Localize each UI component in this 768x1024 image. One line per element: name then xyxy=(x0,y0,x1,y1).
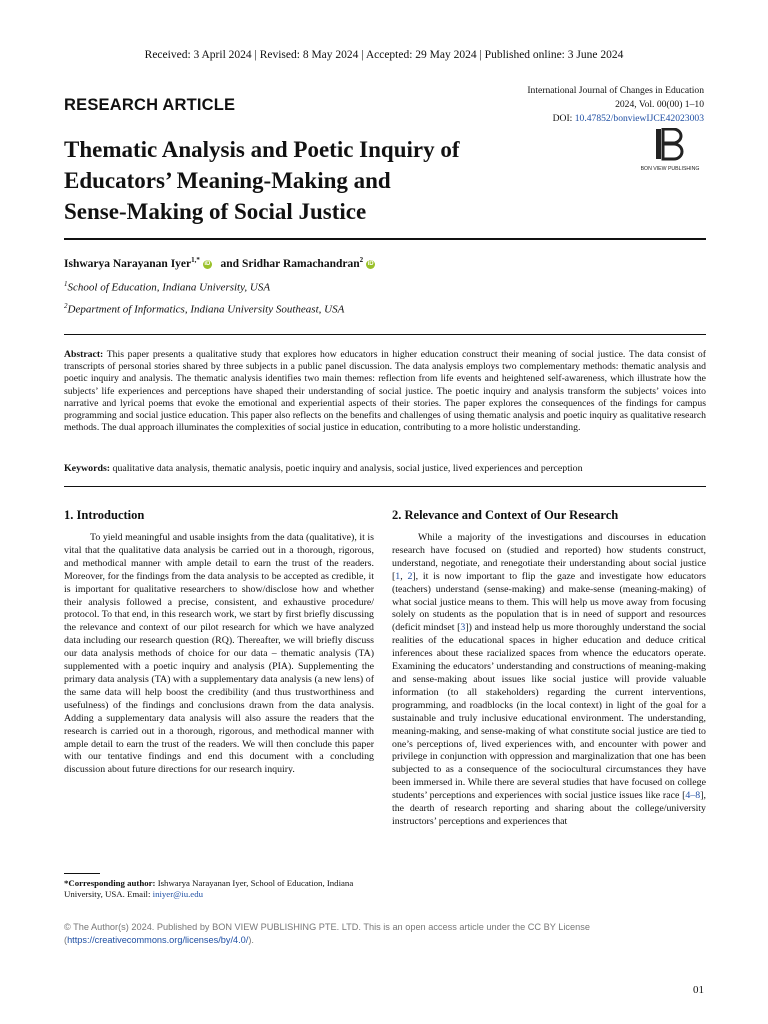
keywords: Keywords: qualitative data analysis, thematic analysis, poetic inquiry and analysis, social justice, lived experiences and perception xyxy=(64,463,583,474)
publisher-logo xyxy=(632,128,708,172)
section-heading: 1. Introduction xyxy=(64,508,145,522)
doi-link[interactable]: 10.47852/bonviewIJCE42023003 xyxy=(574,113,704,124)
author-list: Ishwarya Narayanan Iyer$^{1,*}$ iD and Sridhar Ramachandran$^2$ iD xyxy=(64,256,374,270)
article-title xyxy=(64,134,584,227)
abstract-top-divider xyxy=(64,334,706,335)
title-line: Educators’ Meaning-Making and xyxy=(64,168,391,193)
title-line: Thematic Analysis and Poetic Inquiry of xyxy=(64,137,460,162)
title-divider xyxy=(64,238,706,240)
bon-view-logo-icon xyxy=(632,128,708,172)
corresponding-author-footnote: *Corresponding author: Ishwarya Narayanan Iyer, School of Education, Indiana University, USA. Email: iniyer@iu.edu xyxy=(64,878,354,899)
section-body: To yield meaningful and usable insights from the data (qualitative), it is vital that the qualitative data analysis be carried out in a thorough, rigorous, and methodical manner with ample detail to earn the trust of the readers. Moreover, for the findings from the data analysis to be accepted as credible, it is important for qualitative researchers to show/disclose how and whether their analysis followed a precise, consistent, and exhaustive procedure/ protocol. To that end, in this research work, we start by first briefly discussing the relevance and context of our pilot research for which we have analyzed data including our research question (RQ). Thereafter, we will briefly discuss our data analysis methods of choice for our data – thematic analysis (TA) supplemented with a poetic inquiry and analysis (PIA). Supplementing the primary data analysis (TA) with a supplementary data analysis (a new lens) of the same data will help boost the credibility (and thus trustworthiness and usefulness) of the findings and conclusions drawn from the data analysis. Adding a supplementary data analysis will also assure the readers that the research is carried out in a thorough, rigorous, and methodical manner with ample detail to earn the trust of the readers. We will then conclude this paper with our tentative findings and end this document with a concluding discussion about future directions for our research inquiry. xyxy=(64,532,374,776)
page-number: 01 xyxy=(693,984,704,996)
journal-volume: 2024, Vol. 00(00) 1–10 xyxy=(615,99,704,110)
orcid-icon[interactable]: iD xyxy=(367,260,374,267)
license-notice: © The Author(s) 2024. Published by BON VIEW PUBLISHING PTE. LTD. This is an open access article under the CC BY License (https://creativecommons.org/licenses/by/4.0/). xyxy=(64,922,590,945)
citation-link[interactable]: 4–8 xyxy=(685,790,701,802)
affiliation: $^2$Department of Informatics, Indiana University Southeast, USA xyxy=(64,302,345,316)
article-type: RESEARCH ARTICLE xyxy=(64,96,236,114)
citation-link[interactable]: 2 xyxy=(407,570,413,582)
author-name: Sridhar Ramachandran xyxy=(241,257,360,270)
journal-info xyxy=(527,84,704,126)
footnote-divider xyxy=(64,873,100,874)
publication-dates: Received: 3 April 2024 | Revised: 8 May 2024 | Accepted: 29 May 2024 | Published online: 3 June 2024 xyxy=(144,49,624,61)
license-link[interactable]: https://creativecommons.org/licenses/by/4.0/ xyxy=(67,934,249,945)
section-body: While a majority of the investigations and discourses in education research have focused on (studied and reported) how students construct, understand, negotiate, and renegotiate their understanding about social justice [1, 2], it is now important to flip the gaze and investigate how educators (teachers) understand (sense-making) and make-sense (meaning-making) of what social justice means to them. This will help us move away from focusing solely on students as the population that is in need of support and resources (deficit mindset [3]) and instead help us more thoroughly understand the social realities of the educational spaces in higher education and deduce critical inferences about these racialized spaces from whence the educators operate. Examining the educators’ understanding and constructions of meaning-making and sense-making about issues like social justice will provide valuable information (to all stakeholders) regarding the current interventions, programming, and roadblocks (in the local context) in light of the goal for a sustainable and truly inclusive educational environment. The understanding, meaning-making, and sense-making of what constitute social justice are tied to one’s perceptions of, lived experiences with, and encounter with power and privilege in conjunction with oppression and marginalization that one has been subjected to as a consequence of the sociocultural circumstances they have been immersed in. While there are several studies that have focused on college students’ perceptions and experiences with social justice issues like race [4–8], the dearth of research reporting and sharing about the college/university instructors’ perceptions and experiences that xyxy=(392,532,706,827)
abstract-bottom-divider xyxy=(64,486,706,487)
citation-link[interactable]: 3 xyxy=(460,622,466,634)
email-link[interactable]: iniyer@iu.edu xyxy=(152,889,203,899)
section-heading: 2. Relevance and Context of Our Research xyxy=(392,508,619,522)
title-line: Sense-Making of Social Justice xyxy=(64,199,367,224)
doi-line: DOI: 10.47852/bonviewIJCE42023003 xyxy=(552,113,704,124)
citation-link[interactable]: 1 xyxy=(395,570,401,582)
logo-text: BON VIEW PUBLISHING xyxy=(640,166,700,172)
abstract: Abstract: This paper presents a qualitative study that explores how educators in higher education construct their meaning of social justice. The data consist of transcripts of personal stories shared by three subjects in a public panel discussion. The data analysis employs two complementary methods: thematic analysis and poetic inquiry and analysis. The thematic analysis identifies two main themes: reflection from life events and heightened self-awareness, which illustrate how the subjects’ life experiences and perceptions have shaped their understanding of social justice. The poetic inquiry and analysis transform the subjects’ voices into narrative and lyrical poems that evoke the emotional and experiential aspects of their stories. The paper explores the consequences of the findings for campus programming and social justice education. This paper also reflects on the benefits and challenges of using thematic analysis and poetic inquiry as qualitative research methods. The dual approach illuminates the complexities of social justice in education, contributing to a more holistic understanding. xyxy=(64,349,706,434)
orcid-icon[interactable]: iD xyxy=(204,260,211,267)
journal-name: International Journal of Changes in Education xyxy=(527,85,704,96)
author-name: Ishwarya Narayanan Iyer xyxy=(64,257,192,270)
affiliation: $^1$School of Education, Indiana University, USA xyxy=(64,280,271,294)
